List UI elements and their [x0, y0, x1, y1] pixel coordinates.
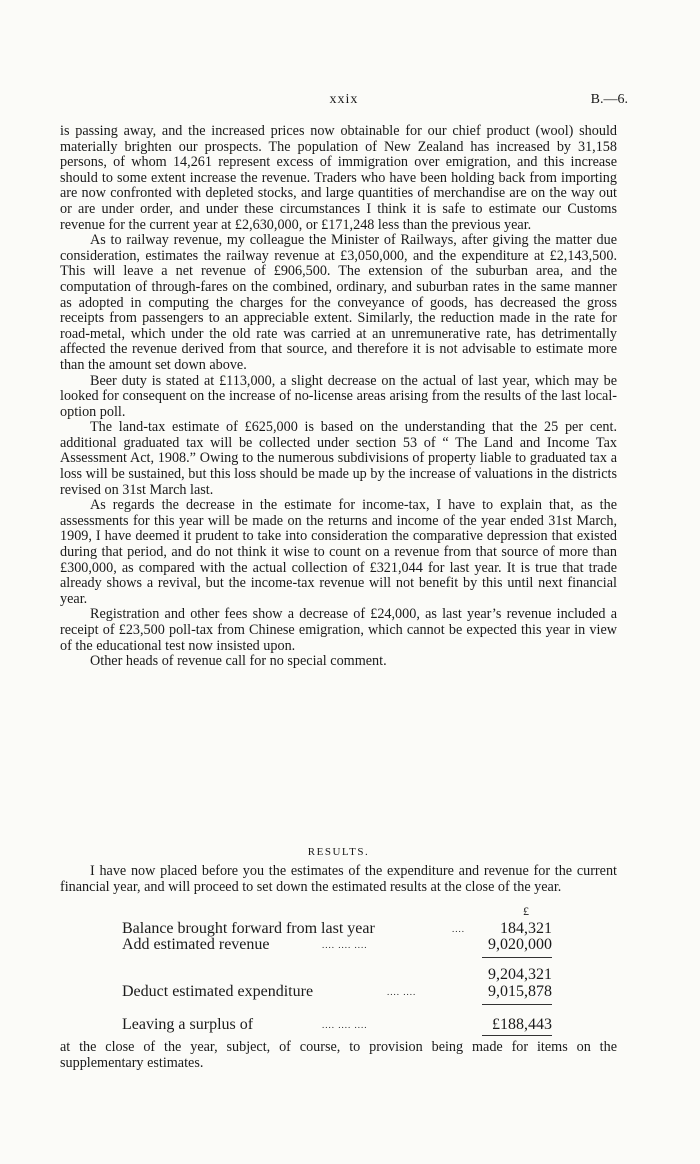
paragraph: Beer duty is stated at £113,000, a slight decrease on the actual of last year, which may be looked for consequent on the increase of no-license areas arising from the results of the last local-option poll.	[60, 372, 617, 420]
total-rule	[482, 1035, 552, 1036]
table-row	[122, 966, 552, 982]
results-intro	[60, 864, 617, 895]
paragraph: is passing away, and the increased prices now obtainable for our chief product (wool) should materially brighten our prospects. The population of New Zealand has increased by 31,158 persons, of whom 14,261 represent excess of immigration over emigration, and this increase should to some extent increase the revenue. Traders who have been holding back from importing are now confronted with depleted stocks, and large quantities of merchandise are on the way out or are under order, and under these circumstances I think it is safe to estimate our Customs revenue for the current year at £2,630,000, or £171,248 less than the previous year.	[60, 123, 617, 233]
body-text	[60, 124, 617, 670]
leader-dots: .... ....	[387, 987, 417, 997]
document-reference: B.—6.	[590, 92, 628, 107]
currency-symbol: £	[523, 904, 529, 918]
paragraph: The land-tax estimate of £625,000 is based on the understanding that the 25 per cent. additional graduated tax will be collected under section 53 of “ The Land and Income Tax Assessment Act, 1908.” Owing to the numerous subdivisions of property liable to graduated tax a loss will be sustained, but this loss should be made up by the increase of valuations in the districts revised on 31st March last.	[60, 419, 617, 498]
row-amount: 9,204,321	[488, 966, 552, 983]
closing-paragraph: at the close of the year, subject, of course, to provision being made for items on the supplementary estimates.	[60, 1039, 617, 1071]
closing-text	[60, 1040, 617, 1071]
leader-dots: .... .... ....	[322, 940, 368, 950]
row-amount: 9,015,878	[488, 983, 552, 1000]
row-label: Leaving a surplus of	[122, 1016, 254, 1033]
table-row	[122, 936, 552, 952]
sum-rule	[482, 957, 552, 958]
sum-rule	[482, 1004, 552, 1005]
row-label: Balance brought forward from last year	[122, 920, 375, 937]
row-amount: £188,443	[492, 1016, 552, 1033]
leader-dots: ....	[452, 924, 465, 934]
row-label: Deduct estimated expenditure	[122, 983, 314, 1000]
results-intro-text: I have now placed before you the estimates of the expenditure and revenue for the current financial year, and will proceed to set down the estimated results at the close of the year.	[60, 863, 617, 895]
results-heading: RESULTS.	[307, 846, 370, 858]
page-number: xxix	[329, 92, 359, 107]
leader-dots: .... .... ....	[322, 1020, 368, 1030]
paragraph: As to railway revenue, my colleague the Minister of Railways, after giving the matter due consideration, estimates the railway revenue at £3,050,000, and the expenditure at £2,143,500. This will leave a net revenue of £906,500. The extension of the suburban area, and the computation of through-fares on the combined, ordinary, and suburban rates in the same manner as adopted in computing the charges for the conveyance of goods, has decreased the gross receipts from passengers to an appreciable extent. Similarly, the reduction made in the rate for road-metal, which under the old rate was carried at an unremunerative rate, has detrimentally affected the revenue derived from that source, and therefore it is not advisable to estimate more than the amount set down above.	[60, 232, 617, 373]
row-amount: 184,321	[500, 920, 552, 937]
paragraph: Other heads of revenue call for no special comment.	[90, 653, 387, 670]
table-row	[122, 1016, 552, 1032]
row-label: Add estimated revenue	[122, 936, 270, 953]
paragraph: As regards the decrease in the estimate for income-tax, I have to explain that, as the assessments for this year will be made on the returns and income of the year ended 31st March, 1909, I have deemed it prudent to take into consideration the comparative depression that existed during that period, and do not think it wise to count on a revenue from that source of more than £300,000, as compared with the actual collection of £321,044 for last year. It is true that trade already shows a revival, but the income-tax revenue will not benefit by this until next financial year.	[60, 497, 617, 607]
paragraph: Registration and other fees show a decrease of £24,000, as last year’s revenue included a receipt of £23,500 poll-tax from Chinese emigration, which cannot be expected this year in view of the educational test now insisted upon.	[60, 606, 617, 654]
table-row	[122, 920, 552, 936]
table-row	[122, 983, 552, 999]
row-amount: 9,020,000	[488, 936, 552, 953]
page-header	[60, 92, 628, 112]
